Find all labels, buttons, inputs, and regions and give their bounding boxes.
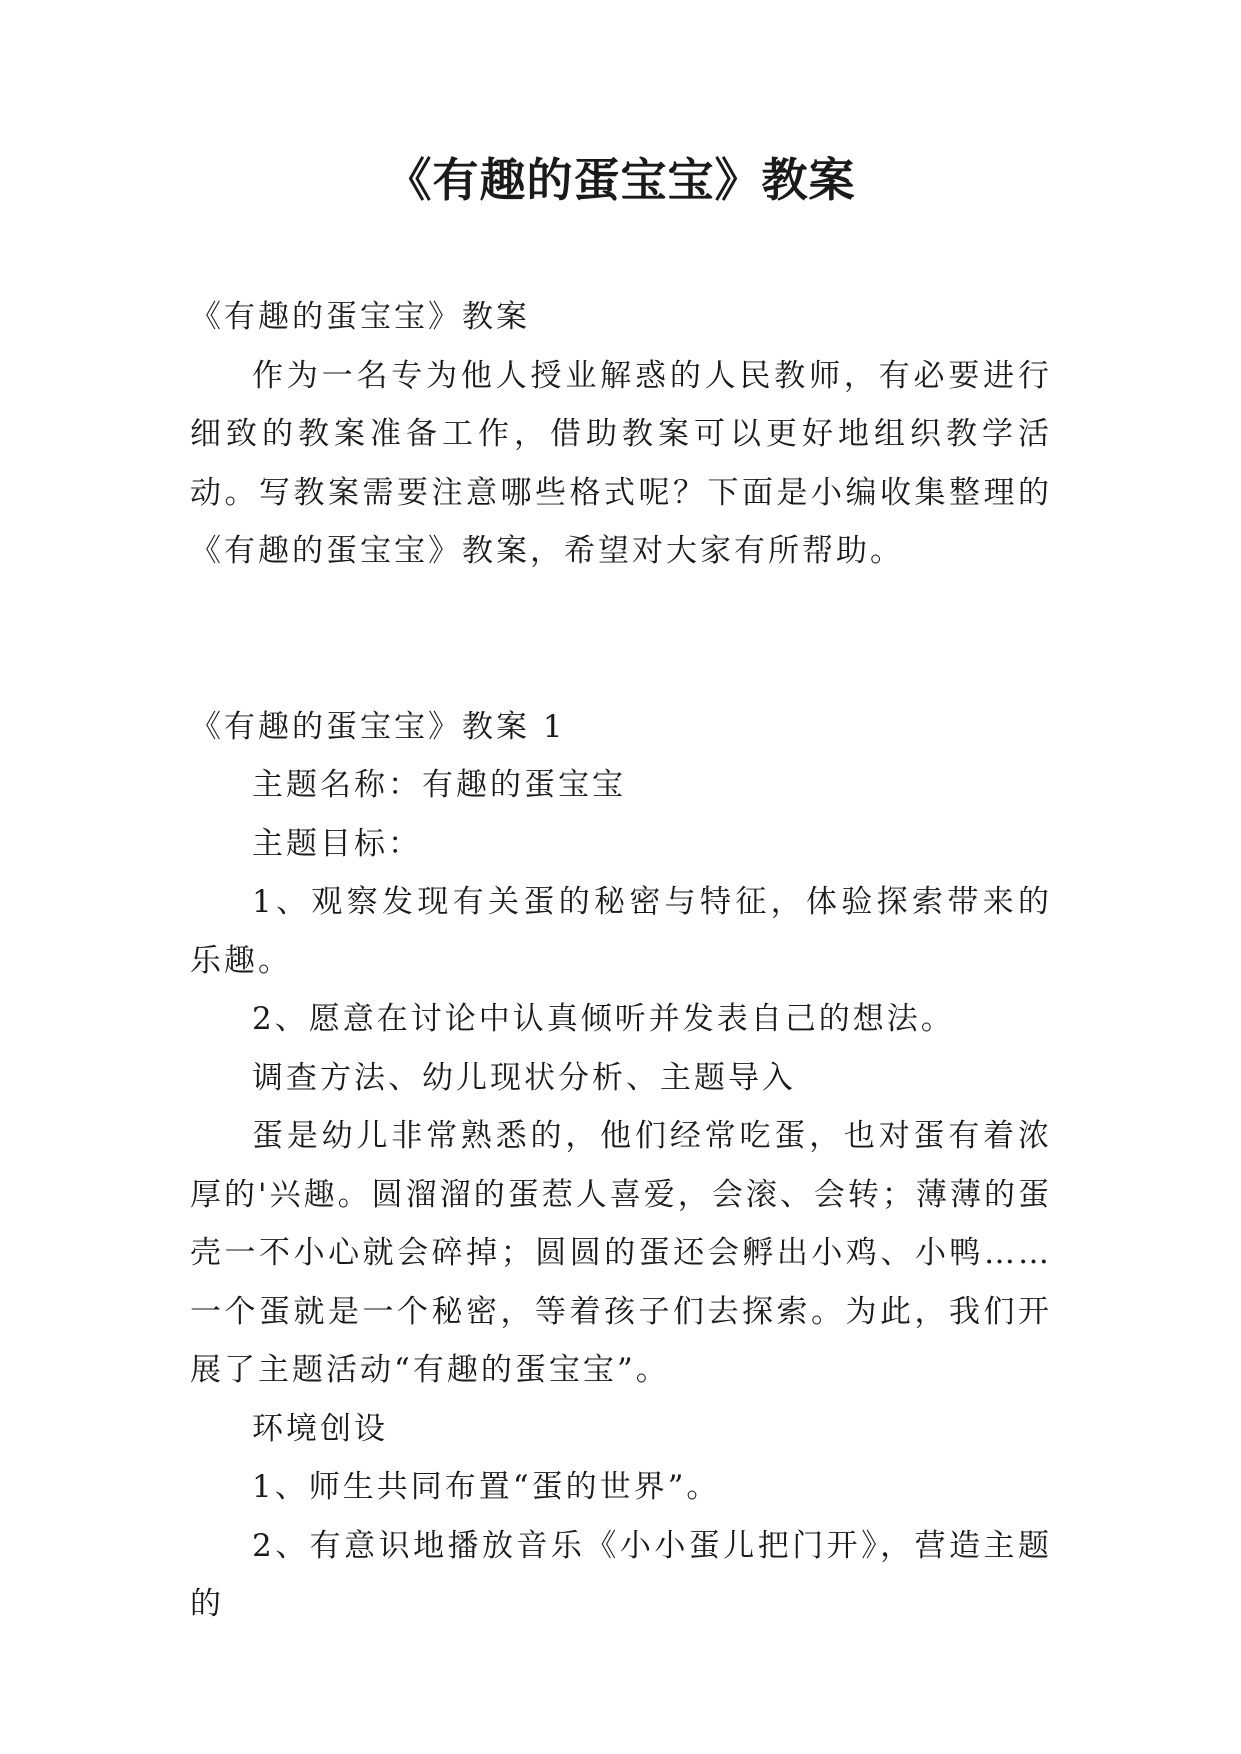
survey-paragraph: 蛋是幼儿非常熟悉的，他们经常吃蛋，也对蛋有着浓厚的'兴趣。圆溜溜的蛋惹人喜爱，会滚、会转；薄薄的蛋壳一不小心就会碎掉；圆圆的蛋还会孵出小鸡、小鸭……一个蛋就是一个秘密，等着孩子们去探索。为此，我们开展了主题活动“有趣的蛋宝宝”。 [190,1118,1052,1388]
environment-heading: 环境创设 [252,1410,388,1447]
goal-item-1: 1、观察发现有关蛋的秘密与特征，体验探索带来的乐趣。 [190,884,1052,979]
document-title: 《有趣的蛋宝宝》教案 [385,153,856,207]
intro-paragraph: 作为一名专为他人授业解惑的人民教师，有必要进行细致的教案准备工作，借助教案可以更好地组织教学活动。写教案需要注意哪些格式呢？下面是小编收集整理的《有趣的蛋宝宝》教案，希望对大家有所帮助。 [190,357,1052,569]
section-spacer [190,581,1052,698]
survey-heading: 调查方法、幼儿现状分析、主题导入 [252,1059,796,1096]
environment-item-2: 2、有意识地播放音乐《小小蛋儿把门开》，营造主题的 [190,1527,1052,1622]
theme-goal-label: 主题目标： [252,825,422,862]
section-heading: 《有趣的蛋宝宝》教案 1 [190,708,566,745]
document-body [190,288,1052,1634]
environment-item-1: 1、师生共同布置“蛋的世界”。 [252,1469,721,1505]
intro-heading: 《有趣的蛋宝宝》教案 [190,299,530,335]
goal-item-2: 2、愿意在讨论中认真倾听并发表自己的想法。 [252,1001,955,1037]
theme-name: 主题名称：有趣的蛋宝宝 [252,767,626,803]
